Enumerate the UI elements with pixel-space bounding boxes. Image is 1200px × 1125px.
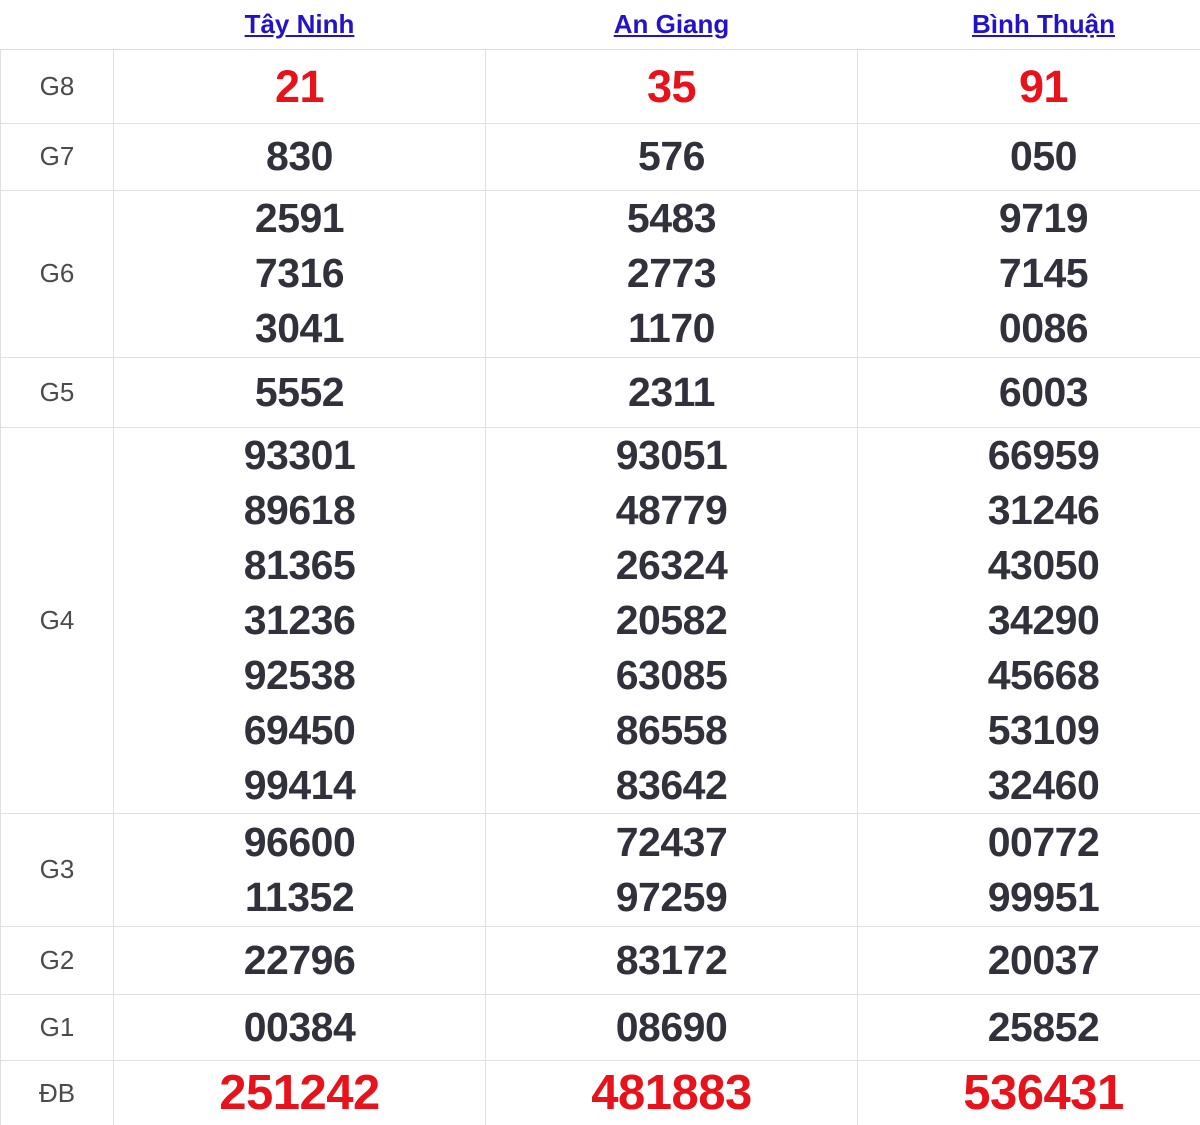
row-g7 bbox=[1, 123, 1200, 190]
prize-value: 00384 bbox=[243, 1003, 356, 1050]
cell-g2-binh-thuan bbox=[858, 926, 1200, 994]
cell-g1-an-giang bbox=[486, 994, 858, 1060]
row-g8 bbox=[1, 49, 1200, 123]
row-g1 bbox=[1, 994, 1200, 1060]
cell-g3-tay-ninh bbox=[114, 813, 486, 926]
cell-g8-an-giang bbox=[486, 49, 858, 123]
header-cell-binh-thuan bbox=[858, 0, 1200, 49]
cell-g4-an-giang bbox=[486, 427, 858, 813]
prize-value: 53109 bbox=[987, 706, 1100, 753]
cell-g5-an-giang bbox=[486, 357, 858, 427]
header-cell-tay-ninh bbox=[114, 0, 486, 49]
cell-g6-binh-thuan bbox=[858, 190, 1200, 357]
header-row bbox=[1, 0, 1200, 49]
prize-value: 21 bbox=[274, 60, 325, 112]
cell-db-an-giang bbox=[486, 1060, 858, 1125]
prize-value: 1170 bbox=[628, 305, 715, 351]
prize-value: 83172 bbox=[615, 936, 728, 983]
prize-value: 48779 bbox=[615, 486, 728, 533]
prize-value: 251242 bbox=[219, 1065, 380, 1120]
prize-value: 00772 bbox=[987, 818, 1100, 865]
prize-value: 63085 bbox=[615, 651, 728, 698]
header-cell-an-giang bbox=[486, 0, 858, 49]
prize-value: 32460 bbox=[987, 761, 1100, 808]
prize-value: 6003 bbox=[998, 368, 1089, 415]
prize-value: 20037 bbox=[987, 936, 1100, 983]
cell-g2-tay-ninh bbox=[114, 926, 486, 994]
prize-value: 2591 bbox=[254, 195, 345, 241]
prize-value: 81365 bbox=[243, 541, 356, 588]
cell-g4-binh-thuan bbox=[858, 427, 1200, 813]
prize-value: 2311 bbox=[628, 368, 715, 415]
cell-db-tay-ninh bbox=[114, 1060, 486, 1125]
prize-value: 7316 bbox=[254, 250, 345, 296]
prize-label-g1: G1 bbox=[1, 994, 114, 1060]
prize-value: 96600 bbox=[243, 818, 356, 865]
row-g3 bbox=[1, 813, 1200, 926]
prize-value: 31246 bbox=[987, 486, 1100, 533]
cell-db-binh-thuan bbox=[858, 1060, 1200, 1125]
prize-value: 25852 bbox=[987, 1003, 1100, 1050]
prize-value: 050 bbox=[1010, 133, 1077, 179]
row-g5 bbox=[1, 357, 1200, 427]
prize-value: 481883 bbox=[591, 1065, 752, 1120]
province-link-an-giang[interactable]: An Giang bbox=[613, 8, 730, 39]
prize-label-g5: G5 bbox=[1, 357, 114, 427]
cell-g7-tay-ninh bbox=[114, 123, 486, 190]
prize-value: 7145 bbox=[998, 250, 1089, 296]
cell-g5-binh-thuan bbox=[858, 357, 1200, 427]
prize-label-g3: G3 bbox=[1, 813, 114, 926]
prize-value: 5483 bbox=[626, 195, 717, 241]
prize-value: 35 bbox=[646, 60, 697, 112]
cell-g6-tay-ninh bbox=[114, 190, 486, 357]
cell-g8-binh-thuan bbox=[858, 49, 1200, 123]
cell-g1-binh-thuan bbox=[858, 994, 1200, 1060]
prize-value: 5552 bbox=[254, 368, 345, 415]
prize-value: 89618 bbox=[243, 486, 356, 533]
prize-value: 43050 bbox=[987, 541, 1100, 588]
cell-g7-binh-thuan bbox=[858, 123, 1200, 190]
prize-value: 08690 bbox=[615, 1003, 728, 1050]
cell-g2-an-giang bbox=[486, 926, 858, 994]
row-db bbox=[1, 1060, 1200, 1125]
prize-value: 91 bbox=[1018, 60, 1069, 112]
cell-g8-tay-ninh bbox=[114, 49, 486, 123]
prize-value: 99414 bbox=[243, 761, 356, 808]
prize-value: 26324 bbox=[615, 541, 728, 588]
prize-label-g2: G2 bbox=[1, 926, 114, 994]
prize-value: 11352 bbox=[244, 873, 355, 920]
prize-value: 3041 bbox=[254, 305, 345, 351]
prize-value: 93301 bbox=[243, 431, 356, 478]
prize-value: 20582 bbox=[615, 596, 728, 643]
cell-g6-an-giang bbox=[486, 190, 858, 357]
cell-g1-tay-ninh bbox=[114, 994, 486, 1060]
cell-g7-an-giang bbox=[486, 123, 858, 190]
prize-value: 93051 bbox=[615, 431, 728, 478]
prize-value: 86558 bbox=[615, 706, 728, 753]
cell-g5-tay-ninh bbox=[114, 357, 486, 427]
prize-value: 830 bbox=[266, 133, 333, 179]
prize-label-db: ĐB bbox=[1, 1060, 114, 1125]
prize-value: 66959 bbox=[987, 431, 1100, 478]
prize-value: 72437 bbox=[615, 818, 728, 865]
prize-value: 31236 bbox=[243, 596, 356, 643]
prize-value: 9719 bbox=[998, 195, 1089, 241]
row-g2 bbox=[1, 926, 1200, 994]
prize-label-g6: G6 bbox=[1, 190, 114, 357]
prize-value: 0086 bbox=[998, 305, 1089, 351]
prize-label-g4: G4 bbox=[1, 427, 114, 813]
prize-value: 45668 bbox=[987, 651, 1100, 698]
prize-value: 69450 bbox=[243, 706, 356, 753]
prize-value: 99951 bbox=[987, 873, 1100, 920]
prize-value: 83642 bbox=[615, 761, 728, 808]
cell-g4-tay-ninh bbox=[114, 427, 486, 813]
prize-value: 97259 bbox=[615, 873, 728, 920]
province-link-tay-ninh[interactable]: Tây Ninh bbox=[244, 8, 355, 39]
row-g6 bbox=[1, 190, 1200, 357]
prize-value: 2773 bbox=[626, 250, 717, 296]
prize-value: 536431 bbox=[963, 1065, 1124, 1120]
province-link-binh-thuan[interactable]: Bình Thuận bbox=[972, 8, 1115, 39]
prize-value: 34290 bbox=[987, 596, 1100, 643]
cell-g3-an-giang bbox=[486, 813, 858, 926]
prize-label-g7: G7 bbox=[1, 123, 114, 190]
header-corner-cell bbox=[1, 0, 114, 49]
row-g4 bbox=[1, 427, 1200, 813]
cell-g3-binh-thuan bbox=[858, 813, 1200, 926]
prize-value: 22796 bbox=[243, 936, 356, 983]
prize-label-g8: G8 bbox=[1, 49, 114, 123]
prize-value: 92538 bbox=[243, 651, 356, 698]
prize-value: 576 bbox=[638, 133, 705, 179]
